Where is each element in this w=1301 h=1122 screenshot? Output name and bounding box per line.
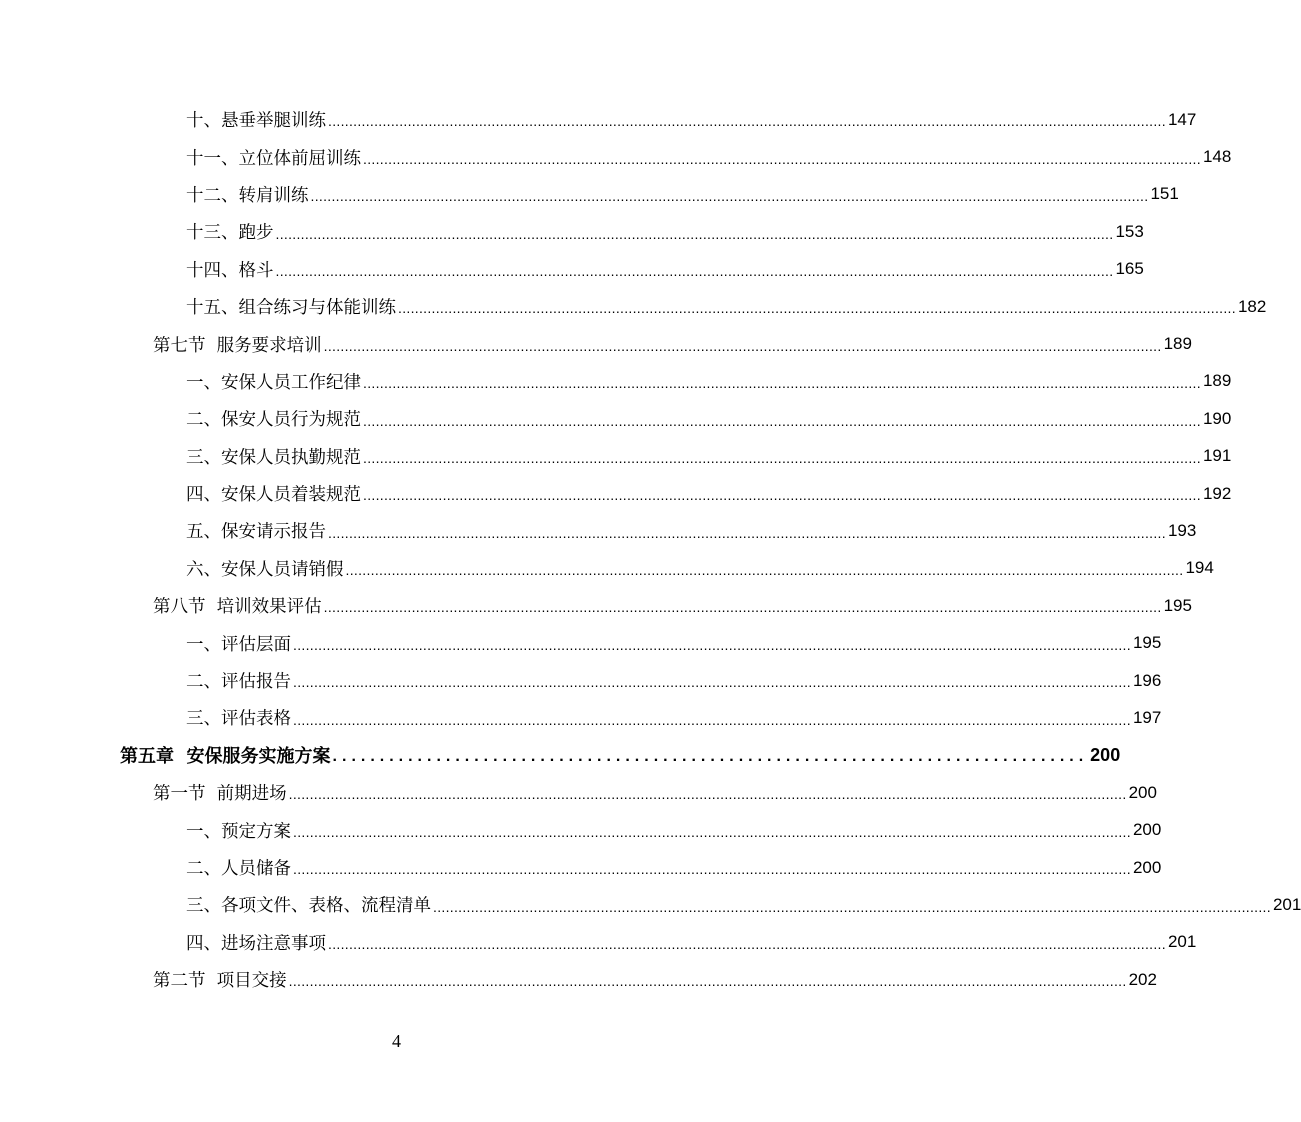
toc-entry[interactable] [0, 737, 1121, 774]
toc-entry-page-number: 200 [1132, 820, 1162, 840]
toc-entry-title: 十五、组合练习与体能训练 [186, 298, 396, 319]
toc-entry-page-number: 197 [1132, 707, 1162, 727]
toc-dot-leader: ........................................................................................................................................................................................................ [288, 786, 1127, 803]
toc-entry[interactable] [0, 550, 1214, 587]
toc-entry[interactable] [0, 363, 1232, 400]
toc-entry-title: 一、评估层面 [186, 634, 291, 655]
toc-dot-leader: ........................................................................................................................................................................................................ [363, 412, 1201, 429]
toc-entry-page-number: 200 [1132, 857, 1162, 877]
toc-entry[interactable] [0, 624, 1162, 661]
table-of-contents [0, 101, 1301, 998]
toc-entry[interactable] [0, 138, 1232, 175]
toc-dot-leader: ........................................................................................................................................................................................................ [275, 225, 1114, 242]
toc-entry-title: 十四、格斗 [186, 260, 274, 281]
toc-dot-leader: ........................................................................................................................................................................................................ [433, 898, 1271, 915]
toc-entry-title: 四、安保人员着装规范 [186, 485, 361, 506]
toc-entry[interactable] [0, 438, 1232, 475]
toc-dot-leader: ........................................................................................................................................................................................................ [293, 711, 1131, 728]
toc-entry-page-number: 189 [1163, 334, 1192, 354]
toc-entry[interactable] [0, 512, 1197, 549]
toc-entry-title: 十、悬垂举腿训练 [186, 111, 326, 132]
toc-entry[interactable] [0, 325, 1192, 362]
toc-entry[interactable] [0, 213, 1144, 250]
toc-entry[interactable] [0, 288, 1267, 325]
toc-entry-page-number: 195 [1132, 633, 1162, 653]
toc-dot-leader: ........................................................................................................................................................................................................ [288, 973, 1127, 990]
toc-entry-title: 四、进场注意事项 [186, 933, 326, 954]
toc-dot-leader: ........................................................................................................................................................................................................ [345, 562, 1184, 579]
toc-entry[interactable] [0, 101, 1197, 138]
toc-entry-page-number: 200 [1090, 744, 1121, 765]
toc-entry-page-number: 200 [1128, 782, 1157, 802]
toc-dot-leader: ........................................................................................................................................................................................................ [293, 861, 1131, 878]
toc-entry-title: 第七节 服务要求培训 [153, 335, 322, 356]
toc-dot-leader: ........................................................................................................................................................................................................ [293, 636, 1131, 653]
toc-dot-leader: ........................................................................................................................................................................................................ [328, 524, 1166, 541]
toc-dot-leader: ........................................................................................................................................................................................................ [293, 823, 1131, 840]
toc-entry-page-number: 189 [1202, 371, 1232, 391]
toc-entry-page-number: 196 [1132, 670, 1162, 690]
toc-dot-leader: ........................................................................................................................................................................................................ [328, 113, 1166, 130]
toc-entry[interactable] [0, 811, 1162, 848]
toc-entry[interactable] [0, 924, 1197, 961]
toc-dot-leader: ........................................................................................................................................................................................................ [323, 337, 1162, 354]
toc-entry[interactable] [0, 587, 1192, 624]
toc-entry-title: 二、评估报告 [186, 672, 291, 693]
toc-entry[interactable] [0, 662, 1162, 699]
toc-entry[interactable] [0, 849, 1162, 886]
toc-entry-page-number: 153 [1115, 221, 1144, 241]
toc-entry-page-number: 148 [1202, 147, 1232, 167]
toc-entry[interactable] [0, 886, 1301, 923]
toc-entry-title: 十三、跑步 [186, 223, 274, 244]
toc-entry-title: 三、安保人员执勤规范 [186, 447, 361, 468]
toc-dot-leader: ........................................................................................................................................................................................................ [323, 599, 1162, 616]
toc-entry-page-number: 182 [1237, 296, 1267, 316]
toc-entry-page-number: 201 [1272, 894, 1301, 914]
toc-entry-title: 第八节 培训效果评估 [153, 597, 322, 618]
toc-entry-title: 二、保安人员行为规范 [186, 410, 361, 431]
toc-entry-page-number: 147 [1167, 109, 1197, 129]
toc-entry-title: 十一、立位体前屈训练 [186, 148, 361, 169]
toc-dot-leader: ........................................................................................................................................................................................................ [363, 449, 1201, 466]
toc-dot-leader: ........................................................................................................................................................................................................ [328, 935, 1166, 952]
toc-entry-page-number: 201 [1167, 932, 1197, 952]
toc-entry-title: 六、安保人员请销假 [186, 559, 344, 580]
toc-entry-title: 五、保安请示报告 [186, 522, 326, 543]
toc-entry-page-number: 191 [1202, 446, 1232, 466]
page-number: 4 [392, 1031, 401, 1051]
toc-entry[interactable] [0, 251, 1144, 288]
toc-dot-leader: ........................................................................................................................................................................................................ [363, 487, 1201, 504]
toc-dot-leader: ........................................................................................................................................................................................................ [293, 674, 1131, 691]
toc-entry-title: 第一节 前期进场 [153, 784, 287, 805]
toc-entry-title: 第五章 安保服务实施方案 [120, 746, 331, 768]
toc-entry[interactable] [0, 699, 1162, 736]
toc-entry[interactable] [0, 774, 1157, 811]
toc-entry-page-number: 194 [1185, 558, 1214, 578]
toc-entry-page-number: 192 [1202, 483, 1232, 503]
toc-entry[interactable] [0, 961, 1157, 998]
toc-entry-page-number: 151 [1150, 184, 1179, 204]
toc-dot-leader: ........................................................................................................................................................................................................ [363, 150, 1201, 167]
toc-entry-title: 一、安保人员工作纪律 [186, 372, 361, 393]
toc-dot-leader: ........................................................................................................................................................................................................ [310, 188, 1149, 205]
toc-entry-page-number: 195 [1163, 595, 1192, 615]
toc-entry-page-number: 202 [1128, 969, 1157, 989]
toc-entry-page-number: 193 [1167, 520, 1197, 540]
toc-entry-title: 三、各项文件、表格、流程清单 [186, 896, 431, 917]
toc-dot-leader: ........................................................................................................................................................................................................ [275, 262, 1114, 279]
toc-dot-leader: ........................................................................................................................................................................................................ [363, 375, 1201, 392]
toc-entry[interactable] [0, 176, 1179, 213]
toc-entry-title: 二、人员储备 [186, 859, 291, 879]
toc-entry-title: 十二、转肩训练 [186, 185, 309, 206]
toc-entry-page-number: 165 [1115, 259, 1144, 279]
toc-dot-leader: ........................................................................................................................................................................................................ [398, 300, 1236, 317]
toc-entry-title: 第二节 项目交接 [153, 971, 287, 992]
toc-entry[interactable] [0, 400, 1232, 437]
toc-dot-leader: ................................................................................ [332, 748, 1089, 766]
toc-entry[interactable] [0, 475, 1232, 512]
toc-entry-title: 一、预定方案 [186, 821, 291, 842]
toc-entry-title: 三、评估表格 [186, 709, 291, 730]
toc-entry-page-number: 190 [1202, 408, 1232, 428]
